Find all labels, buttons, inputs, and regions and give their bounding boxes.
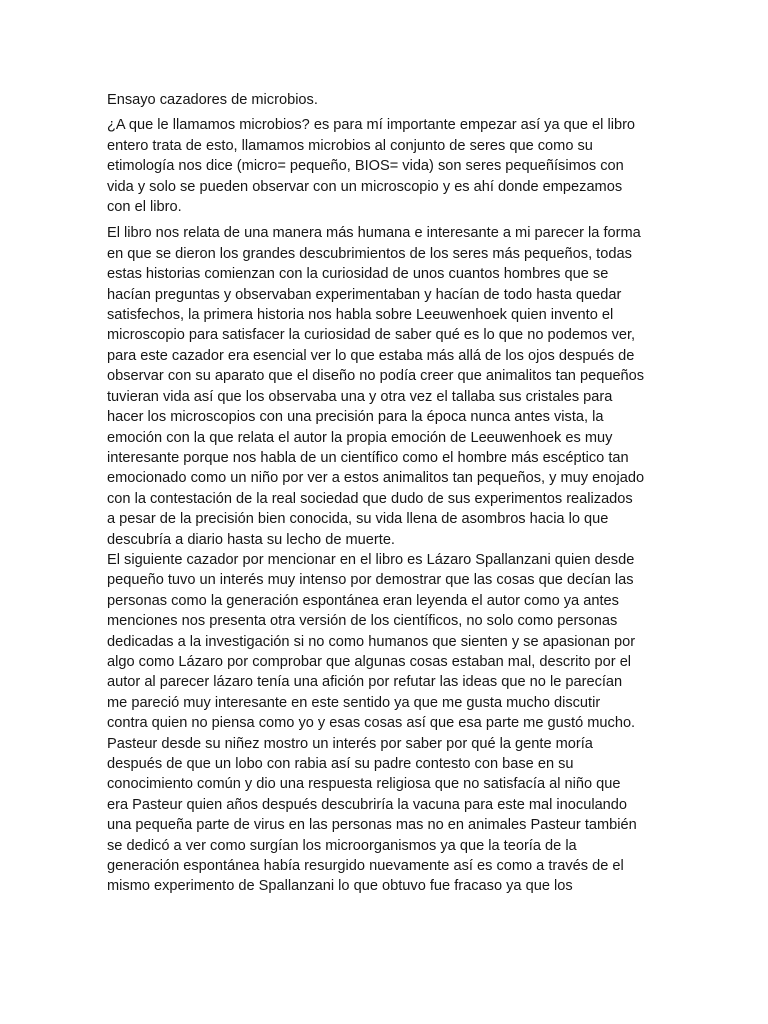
text-line: emoción con la que relata el autor la propia emoción de Leeuwenhoek es muy xyxy=(107,429,613,446)
paragraph-pasteur xyxy=(107,734,707,897)
text-line: ¿A que le llamamos microbios? es para mí importante empezar así ya que el libro xyxy=(107,117,636,134)
text-line: una pequeña parte de virus en las personas mas no en animales Pasteur también xyxy=(107,817,637,834)
text-line: hacían preguntas y observaban experimentaban y hacían de todo hasta quedar xyxy=(107,286,622,303)
text-line: generación espontánea había resurgido nuevamente así es como a través de el xyxy=(107,858,624,875)
text-line: después de que un lobo con rabia así su padre contesto con base en su xyxy=(107,756,574,772)
paragraph-intro xyxy=(107,115,707,217)
text-line: observar con su aparato que el diseño no podía creer que animalitos tan pequeños xyxy=(107,368,645,385)
text-line: con la contestación de la real sociedad que dudo de sus experimentos realizados xyxy=(107,490,633,507)
text-line: descubría a diario hasta su lecho de muerte. xyxy=(107,531,395,548)
paragraph-leeuwenhoek xyxy=(107,223,707,550)
text-line: vida y solo se pueden observar con un microscopio y es ahí donde empezamos xyxy=(107,178,623,195)
text-line: autor al parecer lázaro tenía una afición por refutar las ideas que no le parecían xyxy=(107,674,623,691)
text-line: interesante porque nos habla de un científico como el hombre más escéptico tan xyxy=(107,449,629,466)
text-line: me pareció muy interesante en este sentido ya que me gusta mucho discutir xyxy=(107,694,601,711)
text-line: conocimiento común y dio una respuesta religiosa que no satisfacía al niño que xyxy=(107,776,621,793)
text-line: con el libro. xyxy=(107,199,182,216)
text-line: algo como Lázaro por comprobar que algunas cosas estaban mal, descrito por el xyxy=(107,653,632,670)
text-line: mismo experimento de Spallanzani lo que obtuvo fue fracaso ya que los xyxy=(107,878,573,895)
text-line: El siguiente cazador por mencionar en el libro es Lázaro Spallanzani quien desde xyxy=(107,551,635,568)
text-line: a pesar de la precisión bien conocida, su vida llena de asombros hacia lo que xyxy=(107,511,609,528)
text-line: para este cazador era esencial ver lo que estaba más allá de los ojos después de xyxy=(107,347,635,364)
text-line: entero trata de esto, llamamos microbios al conjunto de seres que como su xyxy=(107,137,593,154)
text-line: se dedicó a ver como surgían los microorganismos ya que la teoría de la xyxy=(107,837,577,854)
document-page xyxy=(107,90,707,897)
text-line: contra quien no piensa como yo y esas cosas así que esa parte me gustó mucho. xyxy=(107,715,636,732)
document-title: Ensayo cazadores de microbios. xyxy=(107,92,318,108)
text-line: estas historias comienzan con la curiosidad de unos cuantos hombres que se xyxy=(107,266,609,283)
text-line: personas como la generación espontánea eran leyenda el autor como ya antes xyxy=(107,592,619,609)
text-line: etimología nos dice (micro= pequeño, BIOS= vida) son seres pequeñísimos con xyxy=(107,158,624,175)
text-line: emocionado como un niño por ver a estos animalitos tan pequeños, y muy enojado xyxy=(107,470,645,487)
text-line: pequeño tuvo un interés muy intenso por demostrar que las cosas que decían las xyxy=(107,572,634,589)
text-line: El libro nos relata de una manera más humana e interesante a mi parecer la forma xyxy=(107,225,641,242)
text-line: hacer los microscopios con una precisión para la época nunca antes vista, la xyxy=(107,409,604,426)
paragraph-spallanzani xyxy=(107,550,707,734)
text-line: satisfechos, la primera historia nos habla sobre Leeuwenhoek quien invento el xyxy=(107,307,614,324)
text-line: menciones nos presenta otra versión de los científicos, no solo como personas xyxy=(107,613,618,630)
text-line: en que se dieron los grandes descubrimientos de los seres más pequeños, todas xyxy=(107,245,632,262)
text-line: era Pasteur quien años después descubriría la vacuna para este mal inoculando xyxy=(107,796,628,813)
text-line: Pasteur desde su niñez mostro un interés por saber por qué la gente moría xyxy=(107,735,593,752)
text-line: tuvieran vida así que los observaba una y otra vez el tallaba sus cristales para xyxy=(107,388,613,405)
text-line: dedicadas a la investigación si no como humanos que sienten y se apasionan por xyxy=(107,633,636,650)
text-line: microscopio para satisfacer la curiosidad de saber qué es lo que no podemos ver, xyxy=(107,327,636,344)
